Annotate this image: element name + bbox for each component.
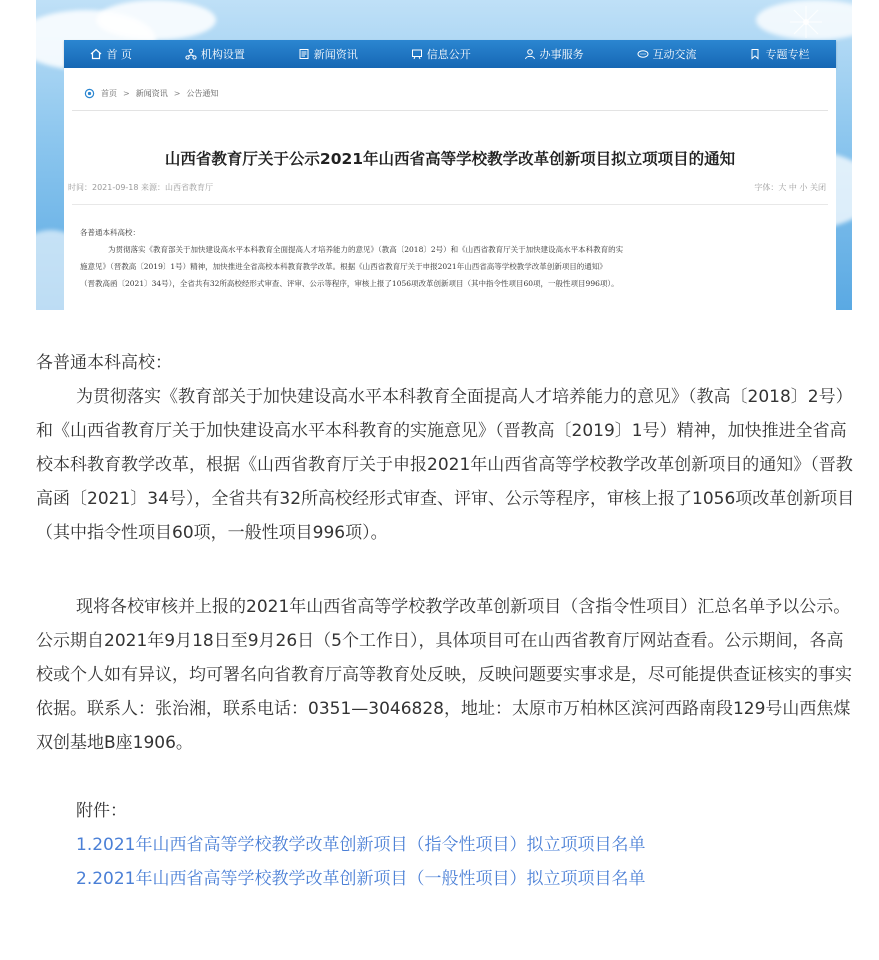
breadcrumb-separator: > xyxy=(123,89,130,98)
info-icon xyxy=(411,48,423,60)
nav-item-services[interactable] xyxy=(524,46,584,62)
notice-meta xyxy=(68,182,826,193)
notice-line: 施意见》（晋教高〔2019〕1号）精神，加快推进全省高校本科教育教学改革。根据《山西省教育厅关于申报2021年山西省高等学校教学改革创新项目的通知》 xyxy=(80,262,607,271)
bookmark-icon xyxy=(749,48,761,60)
paragraph-spacer xyxy=(36,760,856,794)
attachment-link-1[interactable]: 1.2021年山西省高等学校教学改革创新项目（指令性项目）拟立项项目名单 xyxy=(76,835,646,855)
notice-body-preview xyxy=(80,224,810,292)
nav-item-label: 新闻资讯 xyxy=(313,48,358,61)
home-icon xyxy=(90,48,102,60)
divider xyxy=(72,110,828,111)
breadcrumb xyxy=(84,88,218,99)
attachment-link-2[interactable]: 2.2021年山西省高等学校教学改革创新项目（一般性项目）拟立项项目名单 xyxy=(76,869,646,889)
notice-salutation: 各普通本科高校： xyxy=(80,228,140,237)
nav-item-home[interactable] xyxy=(90,46,132,62)
nav-item-label: 机构设置 xyxy=(200,48,245,61)
chat-icon xyxy=(637,48,649,60)
nav-item-label: 办事服务 xyxy=(539,48,584,61)
nav-item-label: 互动交流 xyxy=(652,48,697,61)
notice-line: 为贯彻落实《教育部关于加快建设高水平本科教育全面提高人才培养能力的意见》（教高〔2018〕2号）和《山西省教育厅关于加快建设高水平本科教育的实 xyxy=(108,245,624,254)
dandelion-decoration xyxy=(788,4,824,40)
org-chart-icon xyxy=(185,48,197,60)
cloud-decoration xyxy=(96,0,216,40)
nav-item-info-public[interactable] xyxy=(411,46,471,62)
breadcrumb-current[interactable]: 公告通知 xyxy=(186,89,219,98)
nav-item-news[interactable] xyxy=(298,46,358,62)
article-paragraph-2: 现将各校审核并上报的2021年山西省高等学校教学改革创新项目（含指令性项目）汇总名单予以公示。公示期自2021年9月18日至9月26日（5个工作日），具体项目可在山西省教育厅网站查看。公示期间，各高校或个人如有异议，均可署名向省教育厅高等教育处反映，反映问题要实事求是，尽可能提供查证核实的事实依据。联系人：张治湘，联系电话：0351—3046828，地址：太原市万柏林区滨河西路南段129号山西焦煤双创基地B座1906。 xyxy=(36,597,852,753)
breadcrumb-home[interactable]: 首页 xyxy=(101,89,117,98)
notice-title: 山西省教育厅关于公示2021年山西省高等学校教学改革创新项目拟立项项目的通知 xyxy=(164,150,736,168)
attachment-label: 附件： xyxy=(76,801,127,821)
nav-item-organization[interactable] xyxy=(185,46,245,62)
paragraph-spacer xyxy=(36,550,856,590)
notice-date-source: 时间：2021-09-18 来源：山西省教育厅 xyxy=(68,183,214,192)
breadcrumb-section[interactable]: 新闻资讯 xyxy=(135,89,168,98)
nav-item-special-topics[interactable] xyxy=(749,46,809,62)
news-icon xyxy=(298,48,310,60)
article-paragraph-1: 为贯彻落实《教育部关于加快建设高水平本科教育全面提高人才培养能力的意见》（教高〔2018〕2号）和《山西省教育厅关于加快建设高水平本科教育的实施意见》（晋教高〔2019〕1号）精神，加快推进全省高校本科教育教学改革，根据《山西省教育厅关于申报2021年山西省高等学校教学改革创新项目的通知》（晋教高函〔2021〕34号），全省共有32所高校经形式审查、评审、公示等程序，审核上报了1056项改革创新项目（其中指令性项目60项，一般性项目996项）。 xyxy=(36,387,855,543)
divider xyxy=(72,204,828,205)
nav-item-label: 首 页 xyxy=(106,48,132,61)
main-nav-bar xyxy=(64,40,836,68)
nav-item-interaction[interactable] xyxy=(637,46,697,62)
notice-line: （晋教高函〔2021〕34号），全省共有32所高校经形式审查、评审、公示等程序，审核上报了1056项改革创新项目（其中指令性项目60项，一般性项目996项）。 xyxy=(80,279,619,288)
content-panel xyxy=(64,68,836,310)
article-body xyxy=(36,346,856,896)
location-pin-icon xyxy=(84,88,95,99)
website-screenshot xyxy=(36,0,852,310)
person-icon xyxy=(524,48,536,60)
nav-item-label: 专题专栏 xyxy=(765,48,810,61)
article-salutation: 各普通本科高校： xyxy=(36,353,172,373)
breadcrumb-separator: > xyxy=(173,89,181,98)
font-size-controls[interactable]: 字体：大 中 小 关闭 xyxy=(754,183,826,192)
nav-item-label: 信息公开 xyxy=(426,48,471,61)
